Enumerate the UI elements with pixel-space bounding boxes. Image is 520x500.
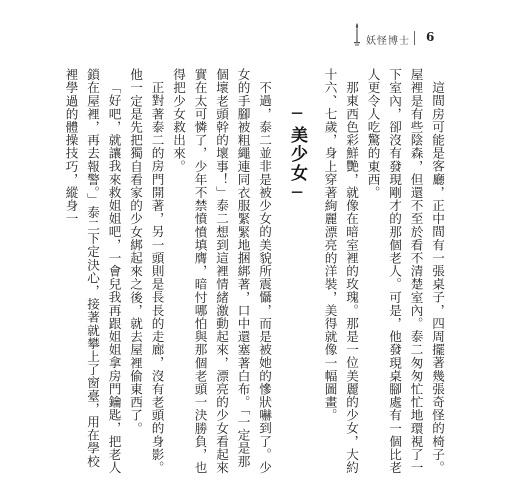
page-number: 6 [426, 30, 435, 44]
candle-ornament-icon [352, 22, 362, 50]
vertical-text-body [63, 68, 448, 478]
paragraph-5: 「好吧，就讓我來救姐姐吧，一會兒我再跟姐姐拿房門鑰匙，把老人鎖在屋裡，再去報警。」泰二下定決心，接著就攀上了窗臺，用在學校裡學過的體操技巧，縱身一 [63, 68, 122, 474]
section-heading: ─美少女─ [287, 104, 307, 205]
paragraph-4: 正對著泰二的房門開著，另一頭則是長長的走廊，沒有老頭的身影。他一定是先把獨自看家的少女綁起來之後，就去屋裡偷東西了。 [128, 68, 165, 474]
running-header [352, 28, 472, 52]
paragraph-3: 不過，泰二並非是被少女的美貌所震懾，而是被她的慘狀嚇到了。少女的手腳被粗繩連同衣服緊緊地捆綁著，口中還塞著白布。「一定是那個壞老頭幹的壞事！」泰二想到這裡情緒激動起來，漂亮的少女看起來實在太可憐了，少年不禁憤憤填膺，暗忖哪怕與那個老頭一決勝負，也得把少女救出來。 [171, 68, 272, 475]
header-divider [414, 31, 415, 45]
paragraph-1: 這間房可能是客廳，正中間有一張桌子，四周擺著幾張奇怪的椅子。屋裡是有些陰森，但還不至於看不清楚室內。泰二匆匆忙忙地環視了一下室內，卻沒有發現剛才的那個老人。可是，他發現桌腳處有一個比老人更令人吃驚的東西。 [365, 68, 445, 475]
book-title: 妖怪博士 [366, 36, 410, 47]
paragraph-2: 那東西色彩鮮艷，就像在暗室裡的玫瑰。那是一位美麗的少女，大約十六、七歲，身上穿著絢麗漂亮的洋裝，美得就像一幅圖畫。 [322, 68, 359, 474]
